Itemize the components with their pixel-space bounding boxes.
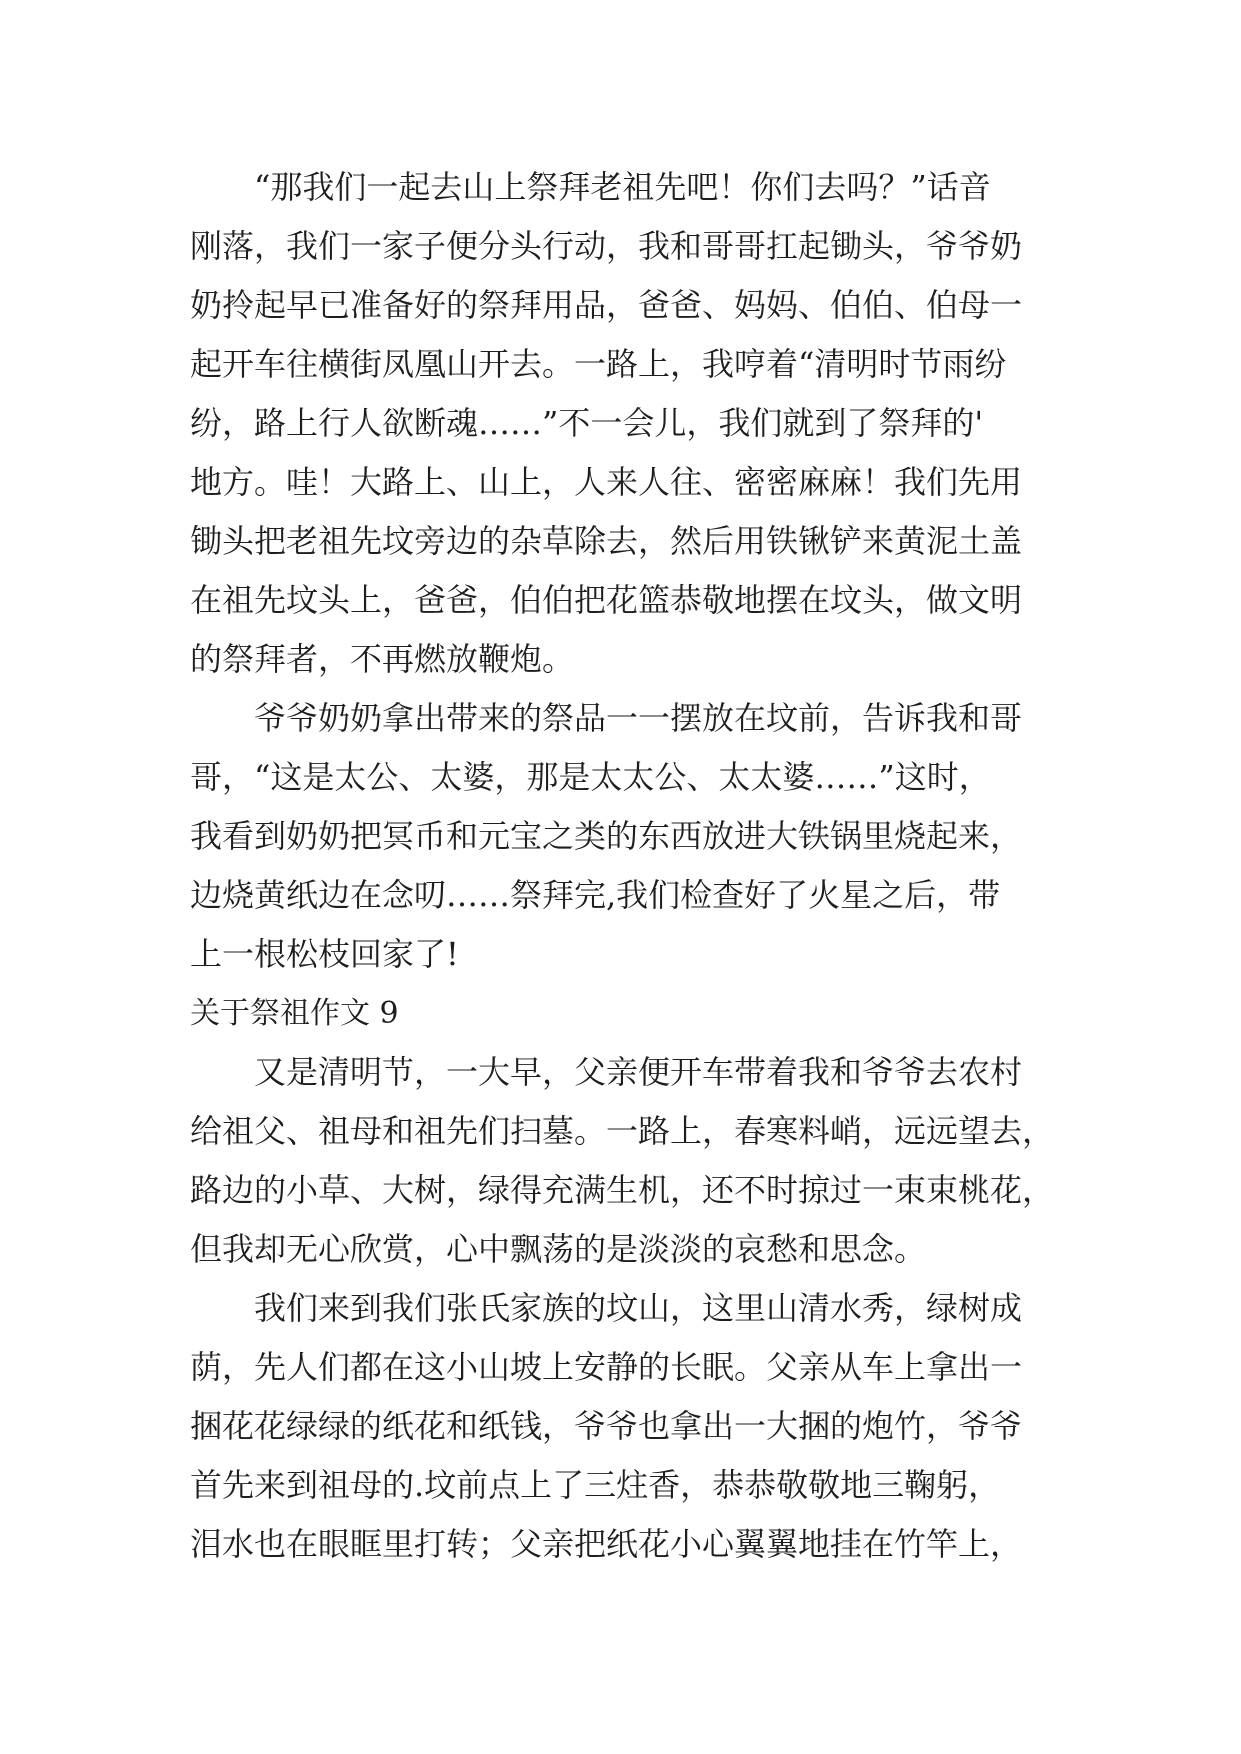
text-line: 纷，路上行人欲断魂……”不一会儿，我们就到了祭拜的' xyxy=(190,404,984,442)
text-line: 泪水也在眼眶里打转；父亲把纸花小心翼翼地挂在竹竿上， xyxy=(190,1525,1023,1563)
text-line: 但我却无心欣赏，心中飘荡的是淡淡的哀愁和思念。 xyxy=(190,1230,927,1268)
text-line: 爷爷奶奶拿出带来的祭品一一摆放在坟前，告诉我和哥 xyxy=(190,699,1023,737)
text-line: 刚落，我们一家子便分头行动，我和哥哥扛起锄头，爷爷奶 xyxy=(190,227,1023,265)
text-line: 又是清明节，一大早，父亲便开车带着我和爷爷去农村 xyxy=(190,1053,1023,1091)
text-line: 首先来到祖母的.坟前点上了三炷香，恭恭敬敬地三鞠躬， xyxy=(190,1466,1001,1504)
text-line: 上一根松枝回家了! xyxy=(190,935,459,973)
text-line: 我看到奶奶把冥币和元宝之类的东西放进大铁锅里烧起来， xyxy=(190,817,1023,855)
text-line: 的祭拜者，不再燃放鞭炮。 xyxy=(190,640,575,678)
text-line: 路边的小草、大树，绿得充满生机，还不时掠过一束束桃花， xyxy=(190,1171,1055,1209)
text-line: 地方。哇！大路上、山上，人来人往、密密麻麻！我们先用 xyxy=(190,463,1023,501)
text-line: 我们来到我们张氏家族的坟山，这里山清水秀，绿树成 xyxy=(190,1289,1023,1327)
text-line: 锄头把老祖先坟旁边的杂草除去，然后用铁锹铲来黄泥土盖 xyxy=(190,522,1023,560)
text-line: 哥，“这是太公、太婆，那是太太公、太太婆……”这时， xyxy=(190,758,991,796)
text-line: 荫，先人们都在这小山坡上安静的长眠。父亲从车上拿出一 xyxy=(190,1348,1023,1386)
text-line: 边烧黄纸边在念叨……祭拜完,我们检查好了火星之后，带 xyxy=(190,876,1001,914)
text-line: 奶拎起早已准备好的祭拜用品，爸爸、妈妈、伯伯、伯母一 xyxy=(190,286,1023,324)
text-line: “那我们一起去山上祭拜老祖先吧！你们去吗？”话音 xyxy=(190,168,991,206)
text-line: 起开车往横街凤凰山开去。一路上，我哼着“清明时节雨纷 xyxy=(190,345,1007,383)
text-line: 在祖先坟头上，爸爸，伯伯把花篮恭敬地摆在坟头，做文明 xyxy=(190,581,1023,619)
text-line: 给祖父、祖母和祖先们扫墓。一路上，春寒料峭，远远望去， xyxy=(190,1112,1055,1150)
text-line: 捆花花绿绿的纸花和纸钱，爷爷也拿出一大捆的炮竹，爷爷 xyxy=(190,1407,1023,1445)
section-heading: 关于祭祖作文 9 xyxy=(190,996,399,1031)
article-body xyxy=(190,158,1060,1574)
